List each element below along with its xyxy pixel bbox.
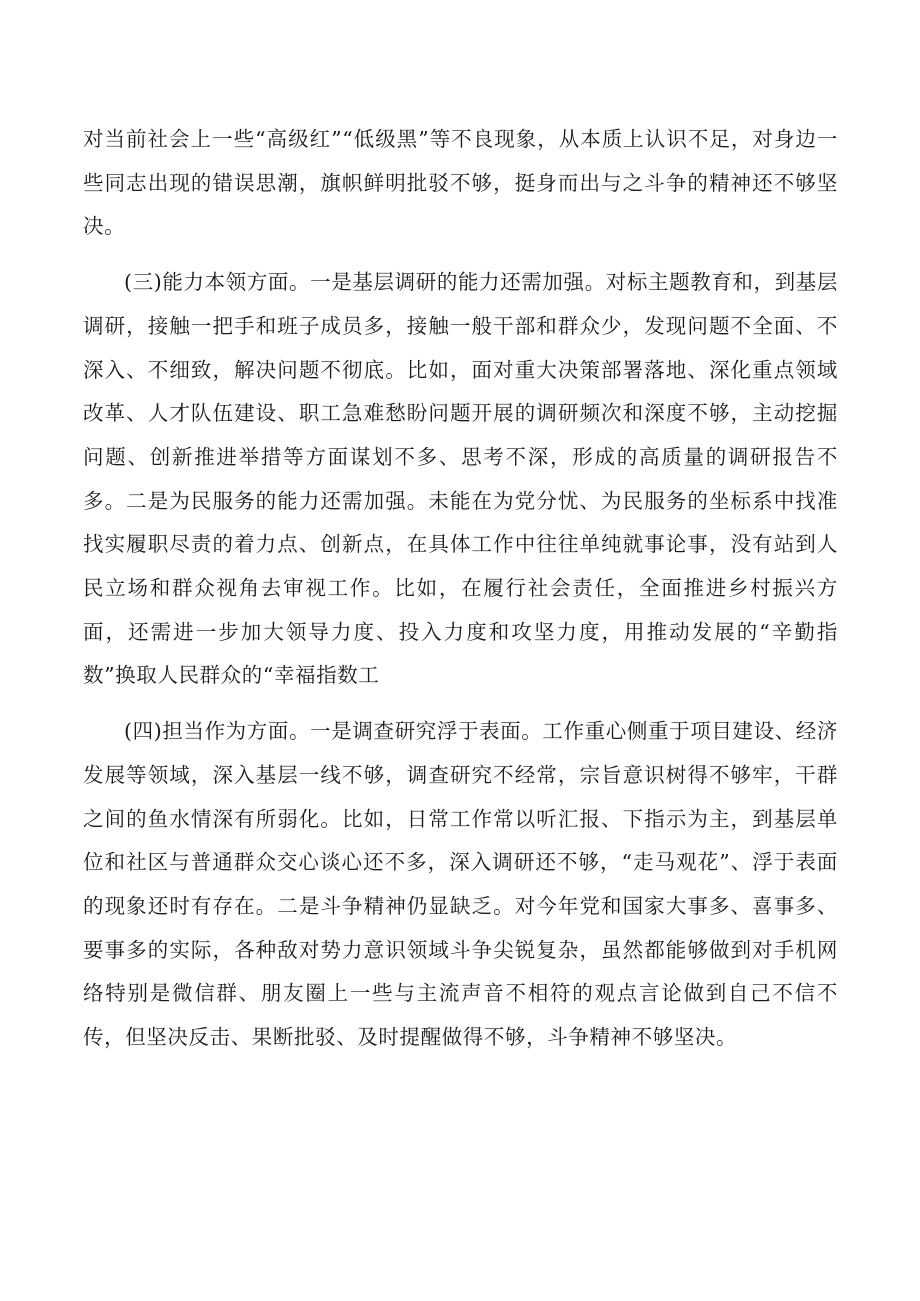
paragraph-gap: [83, 249, 838, 261]
paragraph-ideology-continued: 对当前社会上一些“高级红”“低级黑”等不良现象，从本质上认识不足，对身边一些同志出现的错误思潮，旗帜鲜明批驳不够，挺身而出与之斗争的精神还不够坚决。: [83, 127, 838, 239]
document-body: [83, 118, 838, 1060]
paragraph-responsibility-action: (四)担当作为方面。一是调查研究浮于表面。工作重心侧重于项目建设、经济发展等领域，深入基层一线不够，调查研究不经常，宗旨意识树得不够牢，干群之间的鱼水情深有所弱化。比如，日常工作常以听汇报、下指示为主，到基层单位和社区与普通群众交心谈心还不多，深入调研还不够，“走马观花”、浮于表面的现象还时有存在。二是斗争精神仍显缺乏。对今年党和国家大事多、喜事多、要事多的实际，各种敌对势力意识领域斗争尖锐复杂，虽然都能够做到对手机网络特别是微信群、朋友圈上一些与主流声音不相符的观点言论做到自己不信不传，但坚决反击、果断批驳、及时提醒做得不够，斗争精神不够坚决。: [83, 719, 838, 1050]
paragraph-gap: [83, 698, 838, 710]
paragraph-ability-skills: (三)能力本领方面。一是基层调研的能力还需加强。对标主题教育和，到基层调研，接触一把手和班子成员多，接触一般干部和群众少，发现问题不全面、不深入、不细致，解决问题不彻底。比如，面对重大决策部署落地、深化重点领域改革、人才队伍建设、职工急难愁盼问题开展的调研频次和深度不够，主动挖掘问题、创新推进举措等方面谋划不多、思考不深，形成的高质量的调研报告不多。二是为民服务的能力还需加强。未能在为党分忧、为民服务的坐标系中找准找实履职尽责的着力点、创新点，在具体工作中往往单纯就事论事，没有站到人民立场和群众视角去审视工作。比如，在履行社会责任，全面推进乡村振兴方面，还需进一步加大领导力度、投入力度和攻坚力度，用推动发展的“辛勤指数”换取人民群众的“幸福指数工: [83, 270, 838, 688]
